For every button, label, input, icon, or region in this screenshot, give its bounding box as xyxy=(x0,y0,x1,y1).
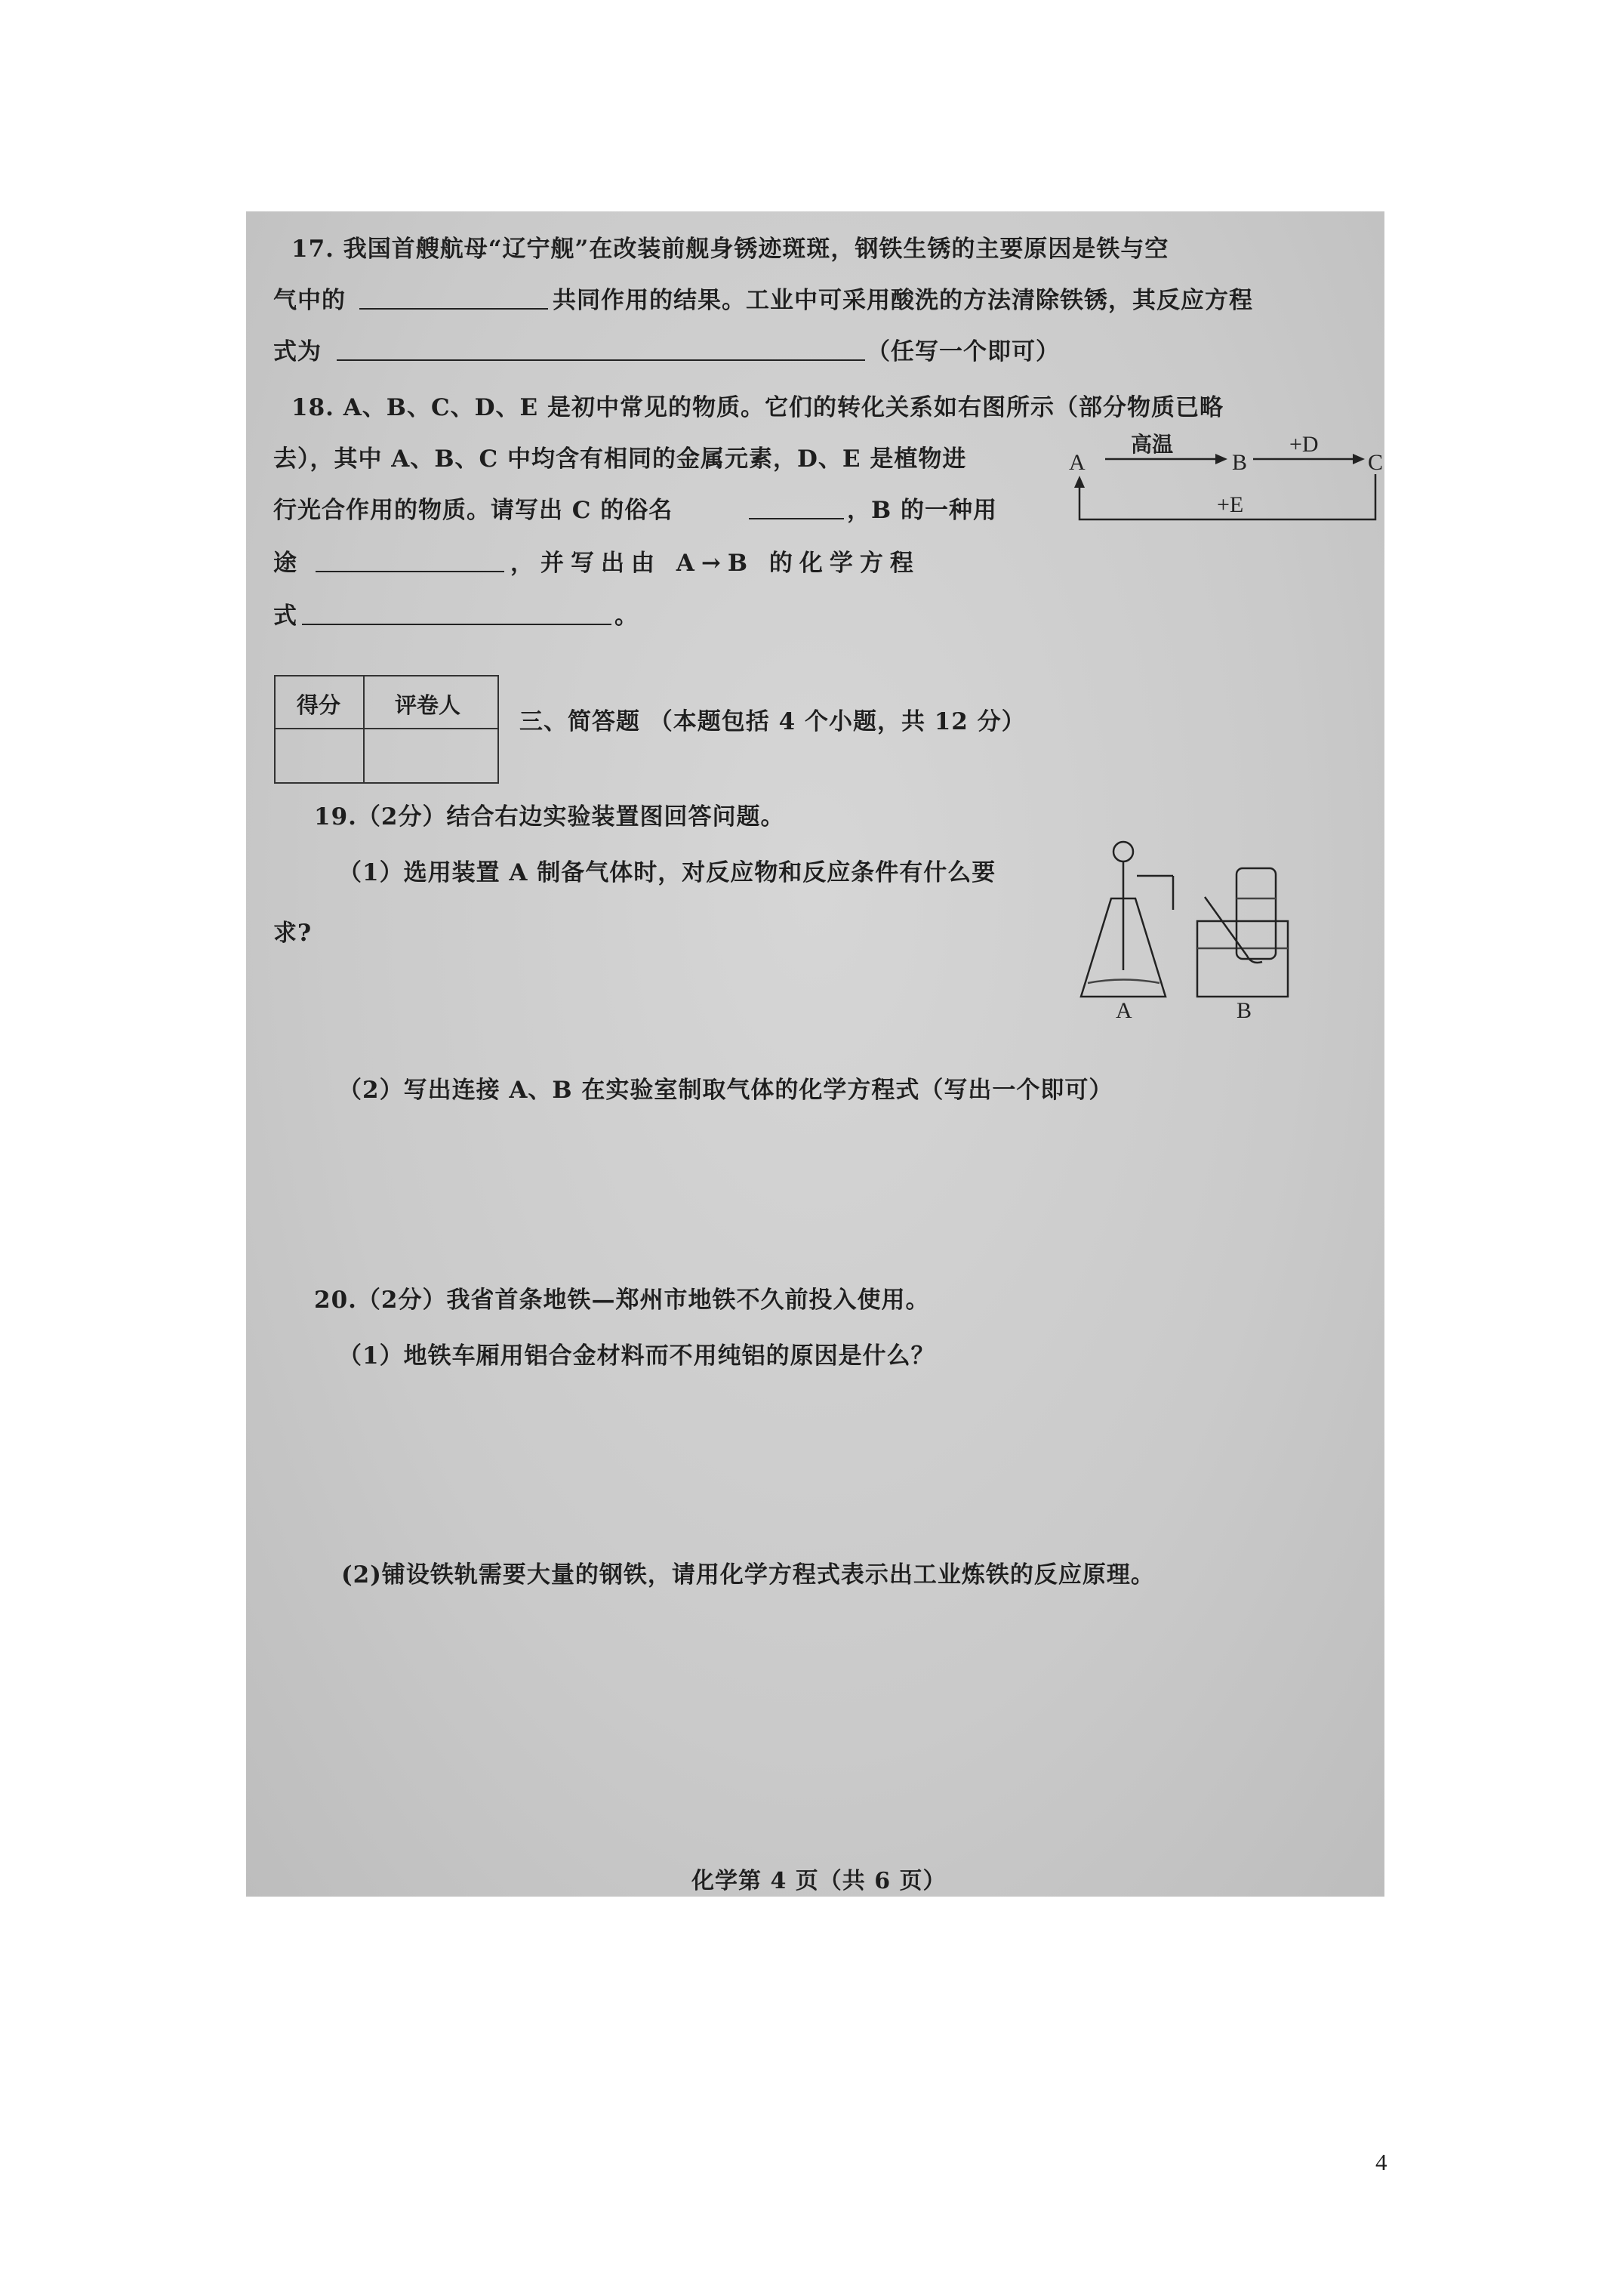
q19-stem: 19.（2分）结合右边实验装置图回答问题。 xyxy=(314,803,785,831)
q19-apparatus-figure xyxy=(1076,823,1295,1019)
exam-page-scan xyxy=(246,211,1384,1897)
q17-line1: 17. 我国首艘航母“辽宁舰”在改装前舰身锈迹斑斑，钢铁生锈的主要原因是铁与空 xyxy=(291,236,1169,263)
q18-line3-start: 行光合作用的物质。请写出 C 的俗名 xyxy=(273,497,673,524)
q17-line3-start: 式为 xyxy=(273,338,322,365)
q18-blank-use[interactable] xyxy=(316,571,504,572)
q18-blank-name[interactable] xyxy=(749,518,844,519)
page-number: 4 xyxy=(1375,2149,1387,2175)
q17-line2-end: 共同作用的结果。工业中可采用酸洗的方法清除铁锈，其反应方程 xyxy=(553,287,1253,314)
q18-line4-end: ，并写出由 A→B 的化学方程 xyxy=(510,550,920,577)
q18-line5-start: 式 xyxy=(273,603,297,630)
page-footer: 化学第 4 页（共 6 页） xyxy=(691,1868,947,1894)
condition-high-temp: 高温 xyxy=(1131,432,1174,457)
q18-line1: 18. A、B、C、D、E 是初中常见的物质。它们的转化关系如右图所示（部分物质已略 xyxy=(291,394,1224,421)
apparatus-a xyxy=(1081,842,1173,997)
arrowhead-c xyxy=(1353,454,1365,464)
arrowhead-b xyxy=(1215,454,1227,464)
q20-stem: 20.（2分）我省首条地铁—郑州市地铁不久前投入使用。 xyxy=(314,1287,930,1314)
grader-label: 评卷人 xyxy=(395,692,461,718)
apparatus-label-a: A xyxy=(1116,998,1132,1019)
score-input[interactable] xyxy=(276,729,365,782)
q18-line4-start: 途 xyxy=(273,550,297,577)
q19-part1-line2: 求? xyxy=(273,920,313,947)
q17-blank-2[interactable] xyxy=(337,359,865,361)
q17-blank-1[interactable] xyxy=(359,308,548,310)
score-table xyxy=(274,675,499,784)
condition-plus-d: +D xyxy=(1289,432,1319,457)
condition-plus-e: +E xyxy=(1217,492,1244,517)
node-c: C xyxy=(1368,450,1383,475)
q18-blank-equation[interactable] xyxy=(302,624,611,625)
node-a: A xyxy=(1069,450,1086,475)
q18-line3-end: ，B 的一种用 xyxy=(847,497,997,524)
q18-line2: 去），其中 A、B、C 中均含有相同的金属元素，D、E 是植物进 xyxy=(273,445,967,473)
apparatus-b xyxy=(1197,868,1288,997)
apparatus-label-b: B xyxy=(1236,998,1252,1019)
section3-title: 三、简答题 （本题包括 4 个小题，共 12 分） xyxy=(519,708,1026,735)
q18-line5-end: 。 xyxy=(614,603,639,630)
q18-conversion-diagram xyxy=(1058,424,1383,530)
q20-part1: （1）地铁车厢用铝合金材料而不用纯铝的原因是什么？ xyxy=(338,1342,935,1370)
q17-line2-start: 气中的 xyxy=(273,287,346,314)
q20-part2: (2)铺设铁轨需要大量的钢铁，请用化学方程式表示出工业炼铁的反应原理。 xyxy=(341,1561,1155,1589)
score-label: 得分 xyxy=(297,692,341,718)
arrowhead-a xyxy=(1074,476,1085,488)
node-b: B xyxy=(1232,450,1248,475)
q19-part2: （2）写出连接 A、B 在实验室制取气体的化学方程式（写出一个即可） xyxy=(338,1077,1113,1104)
q17-line3-end: （任写一个即可） xyxy=(867,338,1060,365)
q19-part1-line1: （1）选用装置 A 制备气体时，对反应物和反应条件有什么要 xyxy=(338,859,996,886)
